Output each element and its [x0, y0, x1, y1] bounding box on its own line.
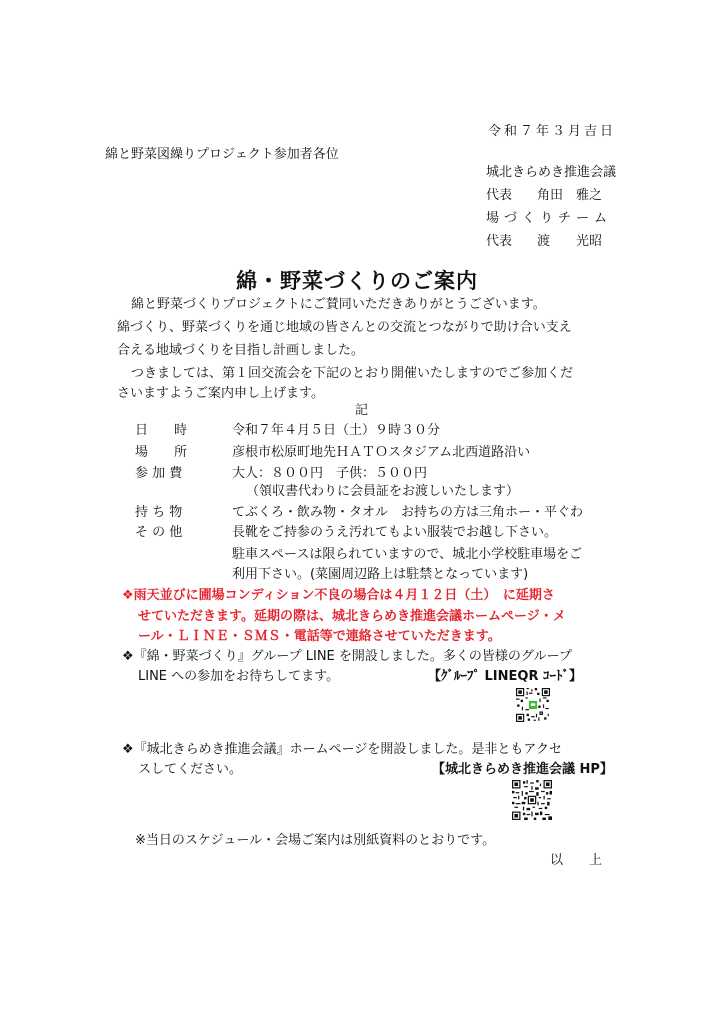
sender-rep2-role: 代表 — [486, 234, 513, 249]
schedule-note: ※当日のスケジュール・会場ご案内は別紙資料のとおりです。 — [135, 833, 496, 848]
line-group-qr-code[interactable] — [516, 688, 550, 722]
bring-label: 持 ち 物 — [135, 505, 183, 520]
rain-notice-line-1: ❖雨天並びに圃場コンディション不良の場合は４月１２日（土） に延期さ — [122, 588, 555, 603]
intro-line-5: さいますようご案内申し上げます。 — [117, 386, 324, 401]
other-value-1: 長靴をご持参のうえ汚れてもよい服装でお越し下さい。 — [232, 525, 558, 540]
document-title: 綿・野菜づくりのご案内 — [236, 269, 478, 293]
hp-notice-line-2: スしてください。 — [138, 762, 243, 777]
sender-org: 城北きらめき推進会議 — [486, 165, 617, 180]
line-qr-label: 【ｸﾞﾙｰﾌﾟ LINEQR ｺｰﾄﾞ】 — [428, 669, 582, 684]
rain-notice-line-2: せていただきます。延期の際は、城北きらめき推進会議ホームページ・メ — [138, 609, 566, 624]
ki-marker: 記 — [355, 403, 369, 418]
recipient-line: 綿と野菜図繰りプロジェクト参加者各位 — [105, 147, 339, 162]
sender-team: 場づくりチーム — [486, 211, 613, 226]
other-value-2: 駐車スペースは限られていますので、城北小学校駐車場をご — [232, 547, 583, 562]
fee-value: 大人：８００円 子供：５００円 — [232, 466, 428, 481]
place-label: 場 所 — [135, 445, 188, 460]
intro-line-2: 綿づくり、野菜づくりを通じ地域の皆さんとの交流とつながりで助け合い支え — [117, 320, 572, 335]
rain-notice-line-3: ール・ＬＩＮＥ・ＳＭＳ・電話等で連絡させていただきます。 — [138, 629, 501, 644]
sender-rep2-name: 渡 光昭 — [537, 234, 603, 249]
bring-value: てぶくろ・飲み物・タオル お持ちの方は三角ホー・平ぐわ — [232, 505, 584, 520]
issue-date: 令和７年３月吉日 — [488, 124, 617, 139]
place-value: 彦根市松原町地先ＨＡＴＯスタジアム北西道路沿い — [232, 445, 531, 460]
date-label: 日 時 — [135, 423, 188, 438]
other-value-3: 利用下さい。(菜園周辺路上は駐禁となっています) — [232, 567, 529, 582]
other-label: そ の 他 — [135, 525, 183, 540]
sender-rep1-role: 代表 — [486, 188, 513, 203]
hp-notice-line-1: ❖『城北きらめき推進会議』ホームページを開設しました。是非ともアクセ — [122, 742, 563, 757]
date-value: 令和７年４月５日（土）９時３０分 — [232, 423, 441, 438]
hp-qr-label: 【城北きらめき推進会議 HP】 — [432, 762, 613, 777]
intro-line-3: 合える地域づくりを目指し計画しました。 — [117, 343, 365, 358]
sender-rep1-name: 角田 雅之 — [537, 188, 603, 203]
intro-line-4: つきましては、第１回交流会を下記のとおり開催いたしますのでご参加くだ — [131, 366, 574, 381]
fee-label: 参 加 費 — [135, 466, 183, 481]
line-group-notice-line-2: LINE への参加をお待ちしてます。 — [138, 669, 340, 684]
intro-line-1: 綿と野菜づくりプロジェクトにご賛同いただきありがとうございます。 — [131, 297, 546, 312]
line-qr-graphic — [516, 688, 550, 722]
line-group-notice-line-1: ❖『綿・野菜づくり』グループ LINE を開設しました。多くの皆様のグループ — [122, 649, 572, 664]
homepage-qr-code[interactable] — [512, 780, 552, 820]
hp-qr-graphic — [512, 780, 552, 820]
closing-ijou: 以 上 — [550, 853, 603, 868]
fee-note: （領収書代わりに会員証をお渡しいたします） — [246, 484, 520, 499]
